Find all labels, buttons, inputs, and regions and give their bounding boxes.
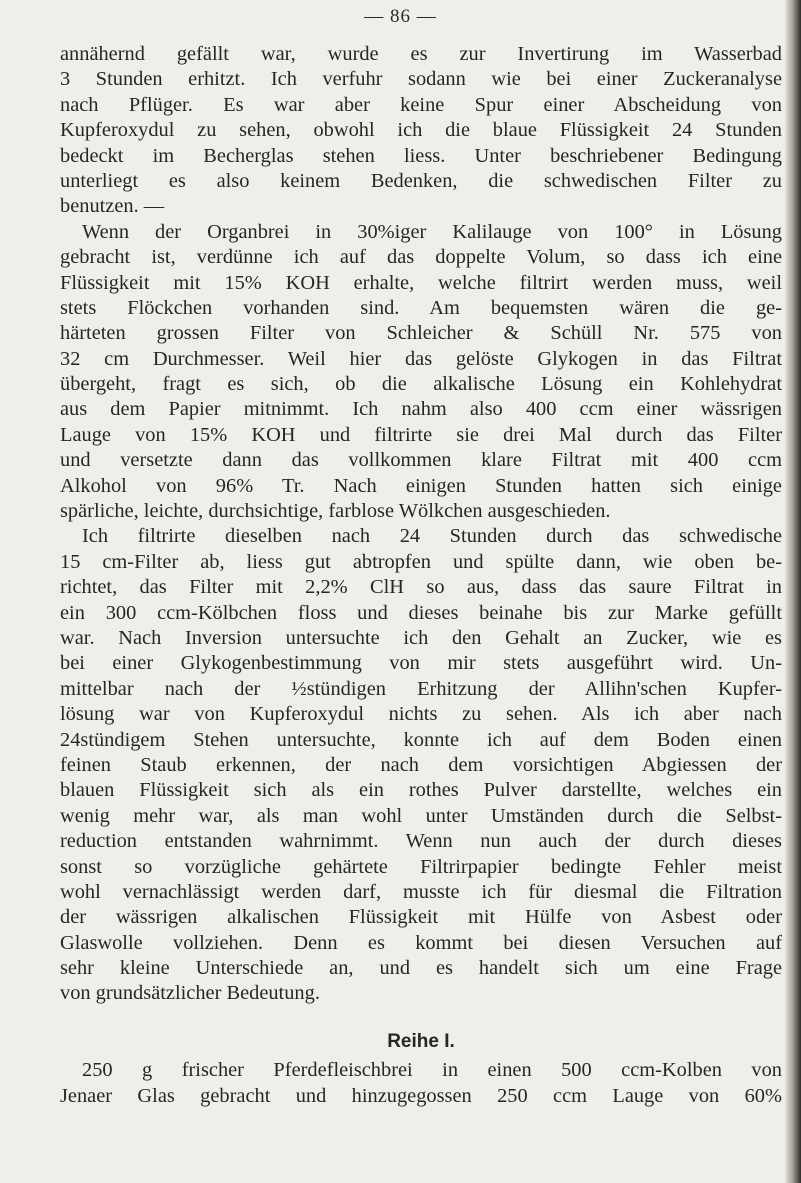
page-number: — 86 — xyxy=(364,6,437,27)
text-line: Alkohol von 96% Tr. Nach einigen Stunden hatten sich einige xyxy=(60,474,782,497)
section-heading: Reihe I. xyxy=(387,1030,455,1052)
text-line: 3 Stunden erhitzt. Ich verfuhr sodann wie bei einer Zuckeranalyse xyxy=(60,68,782,91)
text-line: reduction entstanden wahrnimmt. Wenn nun auch der durch dieses xyxy=(60,830,782,853)
text-line: der wässrigen alkalischen Flüssigkeit mit Hülfe von Asbest oder xyxy=(60,906,782,929)
text-line: Jenaer Glas gebracht und hinzugegossen 250 ccm Lauge von 60% xyxy=(60,1084,782,1107)
text-line: wenig mehr war, als man wohl unter Umständen durch die Selbst- xyxy=(60,804,782,827)
text-line: unterliegt es also keinem Bedenken, die schwedischen Filter zu xyxy=(60,169,782,192)
text-line: 15 cm-Filter ab, liess gut abtropfen und spülte dann, wie oben be- xyxy=(60,550,782,573)
text-line: Ich filtrirte dieselben nach 24 Stunden durch das schwedische xyxy=(82,525,782,548)
paragraph xyxy=(60,1058,782,1109)
text-line: nach Pflüger. Es war aber keine Spur einer Abscheidung von xyxy=(60,93,782,116)
paragraph xyxy=(60,42,782,220)
text-line: 250 g frischer Pferdefleischbrei in einen 500 ccm-Kolben von xyxy=(82,1059,782,1082)
text-line: Wenn der Organbrei in 30%iger Kalilauge von 100° in Lösung xyxy=(82,220,782,243)
text-line: 24stündigem Stehen untersuchte, konnte ich auf dem Boden einen xyxy=(60,728,782,751)
text-line: härteten grossen Filter von Schleicher & Schüll Nr. 575 von xyxy=(60,322,782,345)
text-line: war. Nach Inversion untersuchte ich den Gehalt an Zucker, wie es xyxy=(60,626,782,649)
text-line: Glaswolle vollziehen. Denn es kommt bei diesen Versuchen auf xyxy=(60,931,782,954)
text-line: bei einer Glykogenbestimmung von mir stets ausgeführt wird. Un- xyxy=(60,652,782,675)
text-line: stets Flöckchen vorhanden sind. Am bequemsten wären die ge- xyxy=(60,296,782,319)
text-line: aus dem Papier mitnimmt. Ich nahm also 400 ccm einer wässrigen xyxy=(60,398,782,421)
text-line: 32 cm Durchmesser. Weil hier das gelöste Glykogen in das Filtrat xyxy=(60,347,782,370)
text-line: richtet, das Filter mit 2,2% ClH so aus, dass das saure Filtrat in xyxy=(60,576,782,599)
page-edge-shadow xyxy=(785,0,801,1183)
text-line: sehr kleine Unterschiede an, und es handelt sich um eine Frage xyxy=(60,957,782,980)
text-line: feinen Staub erkennen, der nach dem vorsichtigen Abgiessen der xyxy=(60,753,782,776)
text-line: Kupferoxydul zu sehen, obwohl ich die blaue Flüssigkeit 24 Stunden xyxy=(60,119,782,142)
text-line: übergeht, fragt es sich, ob die alkalische Lösung ein Kohlehydrat xyxy=(60,373,782,396)
text-line: gebracht ist, verdünne ich auf das doppelte Volum, so dass ich eine xyxy=(60,246,782,269)
paragraph xyxy=(60,220,782,525)
text-line: und versetzte dann das vollkommen klare Filtrat mit 400 ccm xyxy=(60,449,782,472)
text-line: wohl vernachlässigt werden darf, musste ich für diesmal die Filtration xyxy=(60,880,782,903)
text-line: benutzen. — xyxy=(60,195,165,218)
text-line: Lauge von 15% KOH und filtrirte sie drei Mal durch das Filter xyxy=(60,423,782,446)
text-line: spärliche, leichte, durchsichtige, farblose Wölkchen ausgeschieden. xyxy=(60,500,611,523)
text-line: mittelbar nach der ½stündigen Erhitzung der Allihn'schen Kupfer- xyxy=(60,677,782,700)
paragraph xyxy=(60,524,782,1006)
text-line: bedeckt im Becherglas stehen liess. Unter beschriebener Bedingung xyxy=(60,144,782,167)
text-line: lösung war von Kupferoxydul nichts zu sehen. Als ich aber nach xyxy=(60,703,782,726)
text-line: annähernd gefällt war, wurde es zur Invertirung im Wasserbad xyxy=(60,43,782,65)
text-line: von grundsätzlicher Bedeutung. xyxy=(60,982,320,1005)
text-line: Flüssigkeit mit 15% KOH erhalte, welche filtrirt werden muss, weil xyxy=(60,271,782,294)
text-line: blauen Flüssigkeit sich als ein rothes Pulver darstellte, welches ein xyxy=(60,779,782,802)
text-line: ein 300 ccm-Kölbchen floss und dieses beinahe bis zur Marke gefüllt xyxy=(60,601,782,624)
text-line: sonst so vorzügliche gehärtete Filtrirpapier bedingte Fehler meist xyxy=(60,855,782,878)
body-text xyxy=(60,42,782,1109)
